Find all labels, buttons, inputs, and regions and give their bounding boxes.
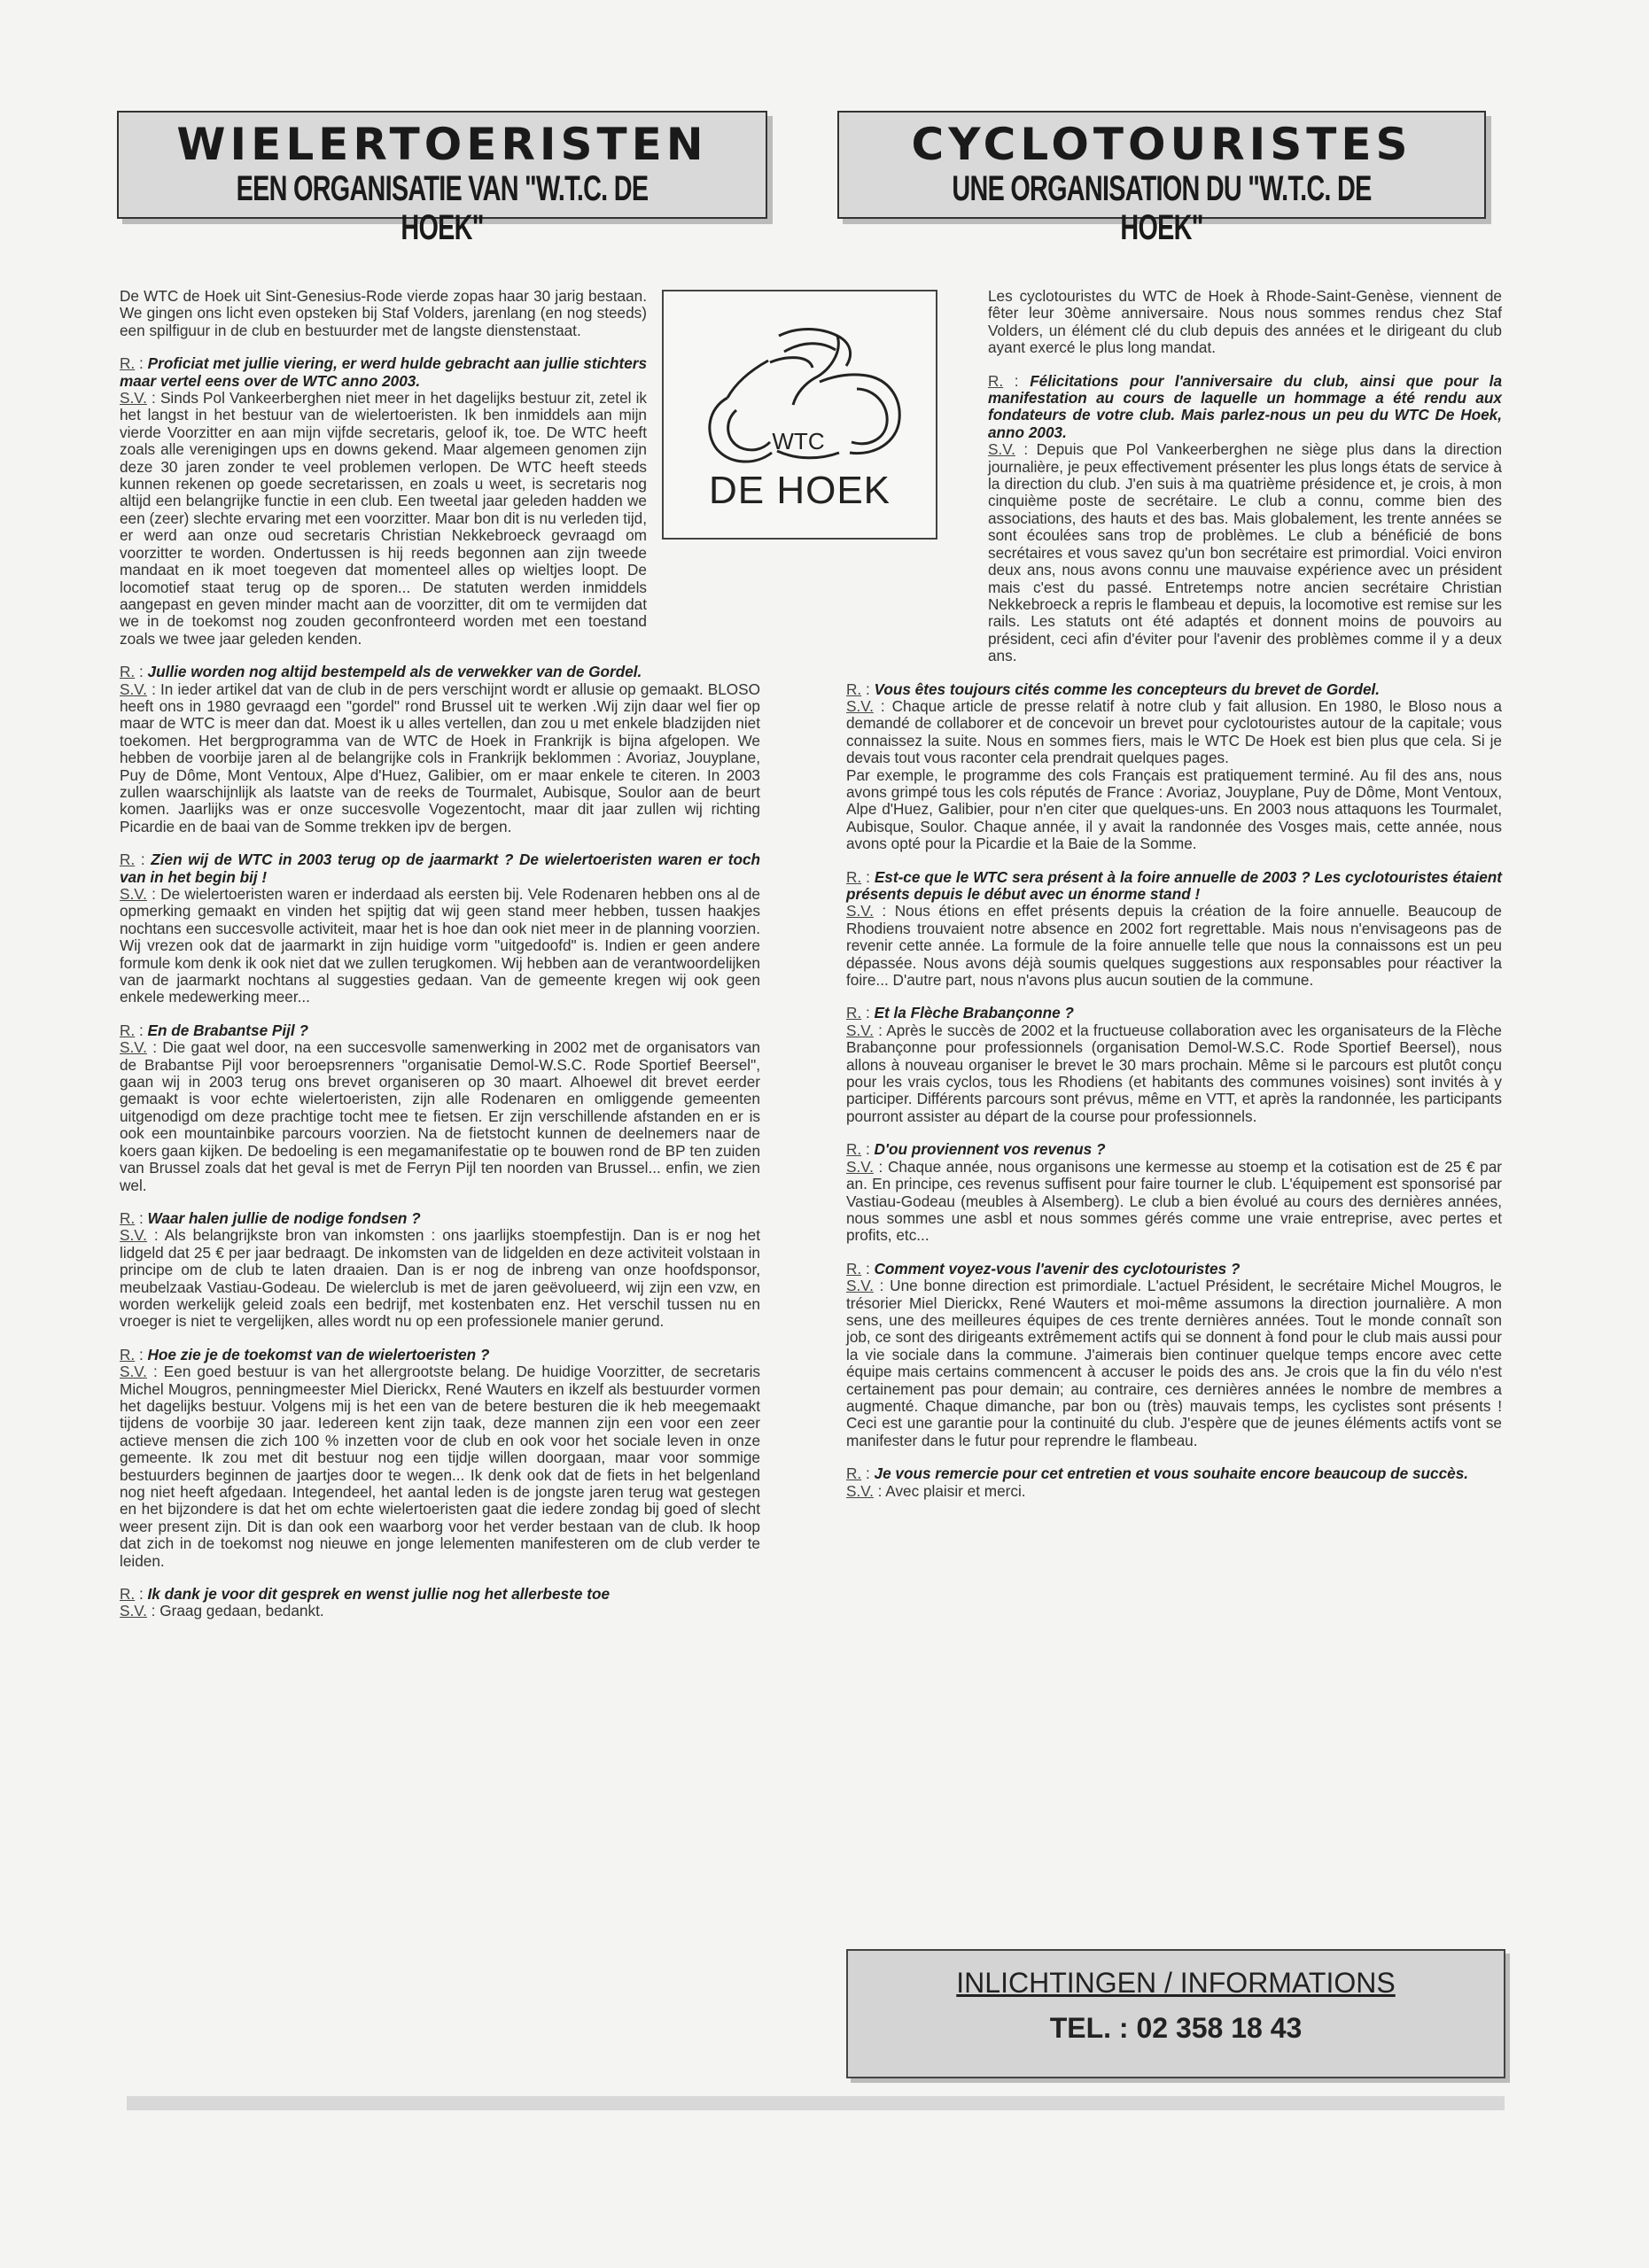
sv-label: S.V. [120, 885, 147, 903]
sv-label: S.V. [846, 1481, 874, 1500]
r-label: R. [120, 1345, 136, 1363]
sv-label: S.V. [120, 1363, 147, 1381]
answer-nl-7: Graag gedaan, bedankt. [159, 1602, 324, 1620]
sv-label: S.V. [846, 696, 874, 715]
article-fr [846, 288, 1502, 1516]
info-box [846, 1949, 1505, 2078]
qa-fr-7: R. : Je vous remercie pour cet entretien et vous souhaite encore beaucoup de succès. S.V. : Avec plaisir et merci. [846, 1464, 1469, 1500]
r-label: R. [988, 371, 1004, 390]
sv-label: S.V. [846, 1277, 874, 1295]
question-fr-5: D'ou proviennent vos revenus ? [874, 1140, 1106, 1159]
r-label: R. [846, 680, 862, 698]
question-nl-2: Jullie worden nog altijd bestempeld als de verwekker van de Gordel. [147, 663, 642, 681]
answer-fr-1: Depuis que Pol Vankeerberghen ne siège plus dans la direction journalière, je peux effectivement présenter les plus longs états de service à la direction du club. J'en suis à ma quatrième présidence et, je crois, à mon cinquième poste de secrétaire. Le club a connu, comme bien des associations, des hauts et des bas. Mais globalement, les trente années se sont écoulées sans trop de problèmes. Le club a bénéficié de bons secrétaires et vous savez qu'un bon secrétaire est primordial. Voici environ deux ans, nous avons connu une mauvaise expérience avec un président mais c'est du passé. Entretemps notre ancien secrétaire Christian Nekkebroeck a repris le flambeau et depuis, la locomotive est remise sur les rails. Les statuts ont été adaptés et donnent moins de pouvoirs au président, ceci afin d'éviter pour l'avenir des problèmes comme il y a deux ans. [988, 440, 1503, 665]
logo-club-name: DE HOEK [708, 469, 891, 512]
answer-nl-5: Als belangrijkste bron van inkomsten : ons jaarlijks stoempfestijn. Dan is er nog het lidgeld dat 25 € per jaar bedraagt. De inkomsten van de lidgelden en deze activiteit volstaan in principe om de club te laten draaien. Dan is er nog de inbreng van onze hoofdsponsor, meubelzaak Vastiau-Godeau. De wielerclub is met de jaren geëvolueerd, wij zijn een vzw, en worden werkelijk geleid zoals een bedrijf, met kostenbaten enz. Het verschil tussen nu en vroeger is niet te vergelijken, alles wordt nu op een professionele manier gerund. [120, 1226, 760, 1331]
question-nl-4: En de Brabantse Pijl ? [147, 1021, 308, 1039]
question-nl-5: Waar halen jullie de nodige fondsen ? [147, 1208, 421, 1227]
sv-label: S.V. [846, 1157, 874, 1176]
answer-fr-2b: Par exemple, le programme des cols Français est pratiquement terminé. Au fil des ans, nous avons grimpé tous les cols réputés de France : Avoriaz, Jouyplane, Puy de Dôme, Mont Ventoux, Alpe d'Huez, Galibier, pour n'en citer que quelques-uns. En 2003 nous attaquons les Tourmalet, Aubisque, Soulor. Chaque année, il y avait la randonnée des Vosges mais, cette année, nous avons opté pour la Picardie et la Baie de la Somme. [846, 765, 1502, 853]
qa-fr-3: R. : Est-ce que le WTC sera présent à la foire annuelle de 2003 ? Les cyclotouristes étaient présents depuis le début avec un énorme stand ! S.V. : Nous étions en effet présents depuis la création de la foire annuelle. Beaucoup de Rhodiens trouvaient notre absence en 2002 fort regrettable. Mais nous n'envisageons pas de revenir cette année. La formule de la foire annuelle telle que nous la connaissons est un peu dépassée. Nous avons déjà soumis quelques suggestions aux responsables pour réactiver la foire... D'autre part, nous n'avons plus aucun soutien de la commune. [846, 867, 1502, 990]
r-label: R. [120, 663, 136, 681]
qa-fr-2: R. : Vous êtes toujours cités comme les concepteurs du brevet de Gordel. S.V. : Chaque article de presse relatif à notre club y fait allusion. En 1980, le Bloso nous a demandé de collaborer et de concevoir un brevet pour cyclotouristes autour de la capitale; vous connaissez la suite. Nous en sommes fiers, mais le WTC De Hoek est bien plus que cela. Si je devais tout vous raconter cela prendrait quelques pages. Par exemple, le programme des cols Français est pratiquement terminé. Au fil des ans, nous avons grimpé tous les cols réputés de France : Avoriaz, Jouyplane, Puy de Dôme, Mont Ventoux, Alpe d'Huez, Galibier, pour n'en citer que quelques-uns. En 2003 nous attaquons les Tourmalet, Aubisque, Soulor. Chaque année, il y avait la randonnée des Vosges mais, cette année, nous avons opté pour la Picardie et la Baie de la Somme. [846, 680, 1502, 853]
article-nl [120, 288, 760, 1636]
r-label: R. [846, 867, 862, 886]
info-heading: INLICHTINGEN / INFORMATIONS [956, 1967, 1396, 1999]
header-box-nl [117, 111, 767, 247]
question-fr-7: Je vous remercie pour cet entretien et vous souhaite encore beaucoup de succès. [874, 1464, 1469, 1483]
r-label: R. [120, 1021, 136, 1039]
answer-fr-7: Avec plaisir et merci. [885, 1481, 1026, 1500]
info-phone: TEL. : 02 358 18 43 [1049, 2012, 1303, 2044]
answer-nl-6: Een goed bestuur is van het allergrootste belang. De huidige Voorzitter, de secretaris Michel Mougros, penningmeester Miel Dierickx, René Wauters en ikzelf als bestuurder vormen het dagelijks bestuur. Volgens mij is het een van de betere besturen die ik heb meegemaakt tijdens de voorbije 30 jaar. Iedereen kent zijn taak, deze mannen zijn een voor een zeer actieve mensen die zich 100 % inzetten voor de club en ook voor het sociale leven in onze gemeente. Ik zou met dit bestuur nog een tijdje willen doorgaan, maar voor sommige bestuurders beginnen de jaartjes door te wegen... Ik denk ook dat de fiets in het belgenland nog niet heeft afgedaan. Integendeel, het aantal leden is de jongste jaren terug wat gestegen en het bijzondere is dat het om echte wielertoeristen gaat die iedere zondag bij goed of slecht weer present zijn. Dit is dan ook een waarborg voor het verder bestaan van de club. Ik hoop dat zich in de toekomst nog nieuwe en jonge lelementen manifesteren om de club verder te leiden. [120, 1363, 760, 1570]
qa-nl-2: R. : Jullie worden nog altijd bestempeld als de verwekker van de Gordel. S.V. : In ieder artikel dat van de club in de pers verschijnt wordt er allusie op gemaakt. BLOSO heeft ons in 1980 gevraagd een "gordel" rond Brussel uit te werken .Wij zijn daar wel fier op maar de WTC is meer dan dat. Moest ik u alles vertellen, dan zou u met enkele bladzijden niet toekomen. Het bergprogramma van de WTC de Hoek in Frankrijk is bijna afgelopen. We hebben de voorbije jaren al de belangrijke cols in Frankrijk beklommen : Avoriaz, Jouyplane, Puy de Dôme, Mont Ventoux, Alpe d'Huez, Galibier, om er maar enkele te citeren. In 2003 zullen waarschijnlijk als laatste van de reeks de Tourmalet, Aubisque, Soulor aan de beurt komen. Jaarlijks was er onze succesvolle Vogezentocht, maar dit jaar zullen wij richting Picardie en de baai van de Somme trekken ipv de bergen. [120, 663, 760, 835]
header-title-nl: WIELERTOERISTEN [176, 119, 708, 170]
question-nl-1: Proficiat met jullie viering, er werd hulde gebracht aan jullie stichters maar vertel eens over de WTC anno 2003. [120, 354, 647, 390]
answer-nl-2: In ieder artikel dat van de club in de pers verschijnt wordt er allusie op gemaakt. BLOSO heeft ons in 1980 gevraagd een "gordel" rond Brussel uit te werken .Wij zijn daar wel fier op maar de WTC is meer dan dat. Moest ik u alles vertellen, dan zou u met enkele bladzijden niet toekomen. Het bergprogramma van de WTC de Hoek in Frankrijk is bijna afgelopen. We hebben de voorbije jaren al de belangrijke cols in Frankrijk beklommen : Avoriaz, Jouyplane, Puy de Dôme, Mont Ventoux, Alpe d'Huez, Galibier, om er maar enkele te citeren. In 2003 zullen waarschijnlijk als laatste van de reeks de Tourmalet, Aubisque, Soulor aan de beurt komen. Jaarlijks was er onze succesvolle Vogezentocht, maar dit jaar zullen wij richting Picardie en de baai van de Somme trekken ipv de bergen. [120, 680, 760, 835]
question-fr-1: Félicitations pour l'anniversaire du club, ainsi que pour la manifestation au cours de laquelle un hommage a été rendu aux fondateurs de votre club. Mais parlez-nous un peu du WTC De Hoek, anno 2003. [988, 371, 1503, 441]
qa-fr-4: R. : Et la Flèche Brabançonne ? S.V. : Après le succès de 2002 et la fructueuse collaboration avec les organisateurs de la Flèche Brabançonne pour professionnels (organisation Demol-W.S.C. Rode Sportief Beersel), nous allons à nouveau organiser le brevet le 30 mars prochain. Même si le parcours est plutôt conçu pour les vrais cyclos, tous les Rhodiens (et habitants des communes voisines) sont invités à y participer. Différents parcours sont prévus, même en VTT, et après la randonnée, les participants pourront assister au départ de la course pour professionnels. [846, 1004, 1502, 1125]
sv-label: S.V. [846, 902, 874, 920]
sv-label: S.V. [120, 389, 147, 408]
question-nl-6: Hoe zie je de toekomst van de wielertoeristen ? [147, 1345, 490, 1363]
qa-fr-6: R. : Comment voyez-vous l'avenir des cyclotouristes ? S.V. : Une bonne direction est primordiale. L'actuel Président, le secrétaire Michel Mougros, le trésorier Miel Dierickx, René Wauters et moi-même assumons la direction journalière. A mon sens, une des meilleures équipes de ces trente dernières années. Tout le monde connaît son job, ce sont des dirigeants extrêmement actifs qui se donnent à fond pour le club mais aussi pour la vie sociale dans la commune. J'aimerais bien continuer quelque temps encore avec cette équipe mais certains commencent à accuser le poids des ans. Je crois que la fin du vélo n'est certainement pas pour demain; au contraire, ces dernières années le nombre de membres a augmenté. Chaque dimanche, par bon ou (très) mauvais temps, les cyclistes sont présents ! Ceci est une garantie pour la continuité du club. J'espère que de jeunes éléments actifs vont se manifester dans le futur pour reprendre le flambeau. [846, 1259, 1502, 1449]
sv-label: S.V. [988, 440, 1015, 459]
header-box-fr [837, 111, 1486, 247]
answer-fr-6: Une bonne direction est primordiale. L'actuel Président, le secrétaire Michel Mougros, le trésorier Miel Dierickx, René Wauters et moi-même assumons la direction journalière. A mon sens, une des meilleures équipes de ces trente dernières années. Tout le monde connaît son job, ce sont des dirigeants extrêmement actifs qui se donnent à fond pour le club mais aussi pour la vie sociale dans la commune. J'aimerais bien continuer quelque temps encore avec cette équipe mais certains commencent à accuser le poids des ans. Je crois que la fin du vélo n'est certainement pas pour demain; au contraire, ces dernières années le nombre de membres a augmenté. Chaque dimanche, par bon ou (très) mauvais temps, les cyclistes sont présents ! Ceci est une garantie pour la continuité du club. J'espère que de jeunes éléments actifs vont se manifester dans le futur pour reprendre le flambeau. [846, 1277, 1502, 1449]
answer-fr-5: Chaque année, nous organisons une kermesse au stoemp et la cotisation est de 25 € par an. En principe, ces revenus suffisent pour faire tourner le club. L'équipement est sponsorisé par Vastiau-Godeau (meubles à Alsemberg). Le club a bien évolué au cours des dernières années, nous sommes une asbl et nous sommes gérés comme une vraie entreprise, avec pertes et profits, etc... [846, 1157, 1502, 1245]
answer-fr-3: Nous étions en effet présents depuis la création de la foire annuelle. Beaucoup de Rhodiens trouvaient notre absence en 2002 fort regrettable. Mais nous n'envisageons pas de revenir cette année. La formule de la foire annuelle telle que nous la connaissons est un peu dépassée. Nous avons déjà soumis quelques suggestions aux responsables pour réactiver la foire... D'autre part, nous n'avons plus aucun soutien de la commune. [846, 902, 1502, 990]
r-label: R. [120, 850, 136, 869]
answer-fr-4: Après le succès de 2002 et la fructueuse collaboration avec les organisateurs de la Flèche Brabançonne pour professionnels (organisation Demol-W.S.C. Rode Sportief Beersel), nous allons à nouveau organiser le brevet le 30 mars prochain. Même si le parcours est plutôt conçu pour les vrais cyclos, tous les Rhodiens (et habitants des communes voisines) sont invités à y participer. Différents parcours sont prévus, même en VTT, et après la randonnée, les participants pourront assister au départ de la course pour professionnels. [846, 1021, 1502, 1125]
bottom-divider [127, 2096, 1505, 2110]
question-fr-4: Et la Flèche Brabançonne ? [874, 1004, 1074, 1022]
sv-label: S.V. [120, 1038, 147, 1057]
header-title-fr: CYCLOTOURISTES [911, 119, 1412, 170]
r-label: R. [120, 354, 136, 373]
sv-label: S.V. [120, 680, 147, 698]
qa-fr-5: R. : D'ou proviennent vos revenus ? S.V. : Chaque année, nous organisons une kermesse au stoemp et la cotisation est de 25 € par an. En principe, ces revenus suffisent pour faire tourner le club. L'équipement est sponsorisé par Vastiau-Godeau (meubles à Alsemberg). Le club a bien évolué au cours des dernières années, nous sommes une asbl et nous sommes gérés comme une vraie entreprise, avec pertes et profits, etc... [846, 1140, 1502, 1245]
r-label: R. [846, 1259, 862, 1278]
answer-nl-3: De wielertoeristen waren er inderdaad als eersten bij. Vele Rodenaren hebben ons al de opmerking gemaakt en vinden het spijtig dat wij geen stand meer hebben, tussen haakjes nochtans een succesvolle activiteit, maar het is hoe dan ook niet meer in de planning voorzien. Wij vrezen ook dat de jaarmarkt in zijn huidige vorm "uitgedoofd" is. Indien er geen andere formule kom denk ik ook niet dat we zullen terugkomen. Wij hebben aan de verantwoordelijken van de jaarmarkt nochtans al suggesties gedaan. Van de gemeente kregen wij ook geen enkele medewerking meer... [120, 885, 760, 1006]
qa-nl-4: R. : En de Brabantse Pijl ? S.V. : Die gaat wel door, na een succesvolle samenwerking in 2002 met de organisators van de Brabantse Pijl voor beroepsrenners "organisatie Demol-W.S.C. Rode Sportief Beersel", gaan wij in 2003 terug ons brevet organiseren op 30 maart. Alhoewel dit brevet eerder gemaakt is voor echte wielertoeristen, zijn alle Rodenaren en omliggende gemeenten uitgenodigd om deze prachtige tocht mee te fietsen. Er zijn verschillende afstanden en er is ook een mountainbike parcours voorzien. Na de fietstocht kunnen de deelnemers naar de koers gaan kijken. De bedoeling is een megamanifestatie op te bouwen rond de BP ten zuiden van Brussel zoals dat het geval is met de Ferryn Pijl ten noorden van Brussel... enfin, we zien wel. [120, 1021, 760, 1194]
answer-nl-1: Sinds Pol Vankeerberghen niet meer in het dagelijks bestuur zit, zetel ik het langst in het bestuur van de wielertoeristen. Ik ben inmiddels aan mijn vierde Voorzitter en aan mijn vijfde secretaris, geloof ik, toe. De WTC heeft zoals alle verenigingen ups en downs gekend. Maar algemeen genomen zijn deze 30 jaren zonder te veel problemen verlopen. De WTC heeft steeds kunnen rekenen op goede secretarissen, en zoals u weet, is secretaris nog altijd een belangrijke functie in een club. Een tweetal jaar geleden hadden we een (zeer) slechte ervaring met een voorzitter. Maar bon dit is nu verleden tijd, er werd aan onze oud secretaris Christian Nekkebroeck gevraagd om voorzitter te worden. Ondertussen is hij reeds begonnen aan zijn tweede mandaat en ik moet toegeven dat momenteel alles op wieltjes loopt. De locomotief staat terug op de sporen... De statuten werden inmiddels aangepast en geven minder macht aan de voorzitter, dit om te vermijden dat we in de toekomst nog zouden geconfronteerd worden met een toestand zoals we twee jaar geleden kenden. [120, 389, 647, 648]
qa-nl-7: R. : Ik dank je voor dit gesprek en wenst jullie nog het allerbeste toe S.V. : Graag gedaan, bedankt. [120, 1585, 611, 1620]
r-label: R. [120, 1585, 136, 1604]
r-label: R. [846, 1140, 862, 1159]
sv-label: S.V. [120, 1226, 147, 1245]
logo-wtc-text: WTC [772, 428, 825, 454]
qa-nl-5: R. : Waar halen jullie de nodige fondsen ? S.V. : Als belangrijkste bron van inkomsten : ons jaarlijks stoempfestijn. Dan is er nog het lidgeld dat 25 € per jaar bedraagt. De inkomsten van de lidgelden en deze activiteit volstaan in principe om de club te laten draaien. Dan is er nog de inbreng van onze hoofdsponsor, meubelzaak Vastiau-Godeau. De wielerclub is met de jaren geëvolueerd, wij zijn een vzw, en worden werkelijk geleid zoals een bedrijf, met kostenbaten enz. Het verschil tussen nu en vroeger is niet te vergelijken, alles wordt nu op een professionele manier gerund. [120, 1208, 760, 1331]
qa-nl-1: R. : Proficiat met jullie viering, er werd hulde gebracht aan jullie stichters maar vertel eens over de WTC anno 2003. S.V. : Sinds Pol Vankeerberghen niet meer in het dagelijks bestuur zit, zetel ik het langst in het bestuur van de wielertoeristen. Ik ben inmiddels aan mijn vierde Voorzitter en aan mijn vijfde secretaris, geloof ik, toe. De WTC heeft zoals alle verenigingen ups en downs gekend. Maar algemeen genomen zijn deze 30 jaren zonder te veel problemen verlopen. De WTC heeft steeds kunnen rekenen op goede secretarissen, en zoals u weet, is secretaris nog altijd een belangrijke functie in een club. Een tweetal jaar geleden hadden we een (zeer) slechte ervaring met een voorzitter. Maar bon dit is nu verleden tijd, er werd aan onze oud secretaris Christian Nekkebroeck gevraagd om voorzitter te worden. Ondertussen is hij reeds begonnen aan zijn tweede mandaat en ik moet toegeven dat momenteel alles op wieltjes loopt. De locomotief staat terug op de sporen... De statuten werden inmiddels aangepast en geven minder macht aan de voorzitter, dit om te vermijden dat we in de toekomst nog zouden geconfronteerd worden met een toestand zoals we twee jaar geleden kenden. [120, 354, 647, 648]
header-subtitle-fr: UNE ORGANISATION DU "W.T.C. DE HOEK" [952, 169, 1372, 247]
qa-fr-1: R. : Félicitations pour l'anniversaire du club, ainsi que pour la manifestation au cours de laquelle un hommage a été rendu aux fondateurs de votre club. Mais parlez-nous un peu du WTC De Hoek, anno 2003. S.V. : Depuis que Pol Vankeerberghen ne siège plus dans la direction journalière, je peux effectivement présenter les plus longs états de service à la direction du club. J'en suis à ma quatrième présidence et, je crois, à mon cinquième poste de secrétaire. Le club a connu, comme bien des associations, des hauts et des bas. Mais globalement, les trente années se sont écoulées sans trop de problèmes. Le club a bénéficié de bons secrétaires et vous savez qu'un bon secrétaire est primordial. Voici environ deux ans, nous avons connu une mauvaise expérience avec un président mais c'est du passé. Entretemps notre ancien secrétaire Christian Nekkebroeck a repris le flambeau et depuis, la locomotive est remise sur les rails. Les statuts ont été adaptés et donnent moins de pouvoirs au président, ceci afin d'éviter pour l'avenir des problèmes comme il y a deux ans. [988, 371, 1503, 665]
answer-fr-2: Chaque article de presse relatif à notre club y fait allusion. En 1980, le Bloso nous a demandé de collaborer et de concevoir un brevet pour cyclotouristes autour de la capitale; vous connaissez la suite. Nous en sommes fiers, mais le WTC De Hoek est bien plus que cela. Si je devais tout vous raconter cela prendrait quelques pages. [846, 696, 1502, 767]
r-label: R. [846, 1464, 862, 1483]
question-fr-3: Est-ce que le WTC sera présent à la foire annuelle de 2003 ? Les cyclotouristes étaient présents depuis le début avec un énorme stand ! [846, 867, 1502, 903]
r-label: R. [120, 1208, 136, 1227]
intro-fr: Les cyclotouristes du WTC de Hoek à Rhode-Saint-Genèse, viennent de fêter leur 30ème anniversaire. Nous nous sommes rendus chez Staf Volders, un élément clé du club depuis des années et le dirigeant du club ayant exercé le plus long mandat. [988, 287, 1502, 357]
question-nl-7: Ik dank je voor dit gesprek en wenst jullie nog het allerbeste toe [147, 1585, 611, 1604]
question-fr-6: Comment voyez-vous l'avenir des cyclotouristes ? [874, 1259, 1241, 1278]
sv-label: S.V. [120, 1602, 147, 1620]
header-subtitle-nl: EEN ORGANISATIE VAN "W.T.C. DE HOEK" [236, 169, 649, 247]
qa-nl-3: R. : Zien wij de WTC in 2003 terug op de jaarmarkt ? De wielertoeristen waren er toch van in het begin bij ! S.V. : De wielertoeristen waren er inderdaad als eersten bij. Vele Rodenaren hebben ons al de opmerking gemaakt en vinden het spijtig dat wij geen stand meer hebben, tussen haakjes nochtans een succesvolle activiteit, maar het is hoe dan ook niet meer in de planning voorzien. Wij vrezen ook dat de jaarmarkt in zijn huidige vorm "uitgedoofd" is. Indien er geen andere formule kom denk ik ook niet dat we zullen terugkomen. Wij hebben aan de verantwoordelijken van de jaarmarkt nochtans al suggesties gedaan. Van de gemeente kregen wij ook geen enkele medewerking meer... [120, 850, 761, 1006]
sv-label: S.V. [846, 1021, 874, 1039]
qa-nl-6: R. : Hoe zie je de toekomst van de wielertoeristen ? S.V. : Een goed bestuur is van het allergrootste belang. De huidige Voorzitter, de secretaris Michel Mougros, penningmeester Miel Dierickx, René Wauters en ikzelf als bestuurder vormen het dagelijks bestuur. Volgens mij is het een van de betere besturen die ik heb meegemaakt tijdens de voorbije 30 jaar. Iedereen kent zijn taak, deze mannen zijn een voor een zeer actieve mensen die zich 100 % inzetten voor de club en ook voor het sociale leven in onze gemeente. Ik zou met dit bestuur nog een tijdje willen doorgaan, maar voor sommige bestuurders beginnen de jaartjes door te wegen... Ik denk ook dat de fiets in het belgenland nog niet heeft afgedaan. Integendeel, het aantal leden is de jongste jaren terug wat gestegen en het bijzondere is dat het om echte wielertoeristen gaat die iedere zondag bij goed of slecht weer present zijn. Dit is dan ook een waarborg voor het verder bestaan van de club. Ik hoop dat zich in de toekomst nog nieuwe en jonge lelementen manifesteren om de club verder te leiden. [120, 1345, 760, 1570]
answer-nl-4: Die gaat wel door, na een succesvolle samenwerking in 2002 met de organisators van de Brabantse Pijl voor beroepsrenners "organisatie Demol-W.S.C. Rode Sportief Beersel", gaan wij in 2003 terug ons brevet organiseren op 30 maart. Alhoewel dit brevet eerder gemaakt is voor echte wielertoeristen, zijn alle Rodenaren en omliggende gemeenten uitgenodigd om deze prachtige tocht mee te fietsen. Er zijn verschillende afstanden en er is ook een mountainbike parcours voorzien. Na de fietstocht kunnen de deelnemers naar de koers gaan kijken. De bedoeling is een megamanifestatie op te bouwen rond de BP ten zuiden van Brussel zoals dat het geval is met de Ferryn Pijl ten noorden van Brussel... enfin, we zien wel. [120, 1038, 760, 1194]
intro-nl: De WTC de Hoek uit Sint-Genesius-Rode vierde zopas haar 30 jarig bestaan. We gingen ons licht even opsteken bij Staf Volders, jarenlang (en nog steeds) een spilfiguur in de club en bestuurder met de langste dienstenstaat. [120, 287, 647, 339]
r-label: R. [846, 1004, 862, 1022]
question-fr-2: Vous êtes toujours cités comme les concepteurs du brevet de Gordel. [874, 680, 1381, 698]
question-nl-3: Zien wij de WTC in 2003 terug op de jaarmarkt ? De wielertoeristen waren er toch van in het begin bij ! [120, 850, 761, 886]
